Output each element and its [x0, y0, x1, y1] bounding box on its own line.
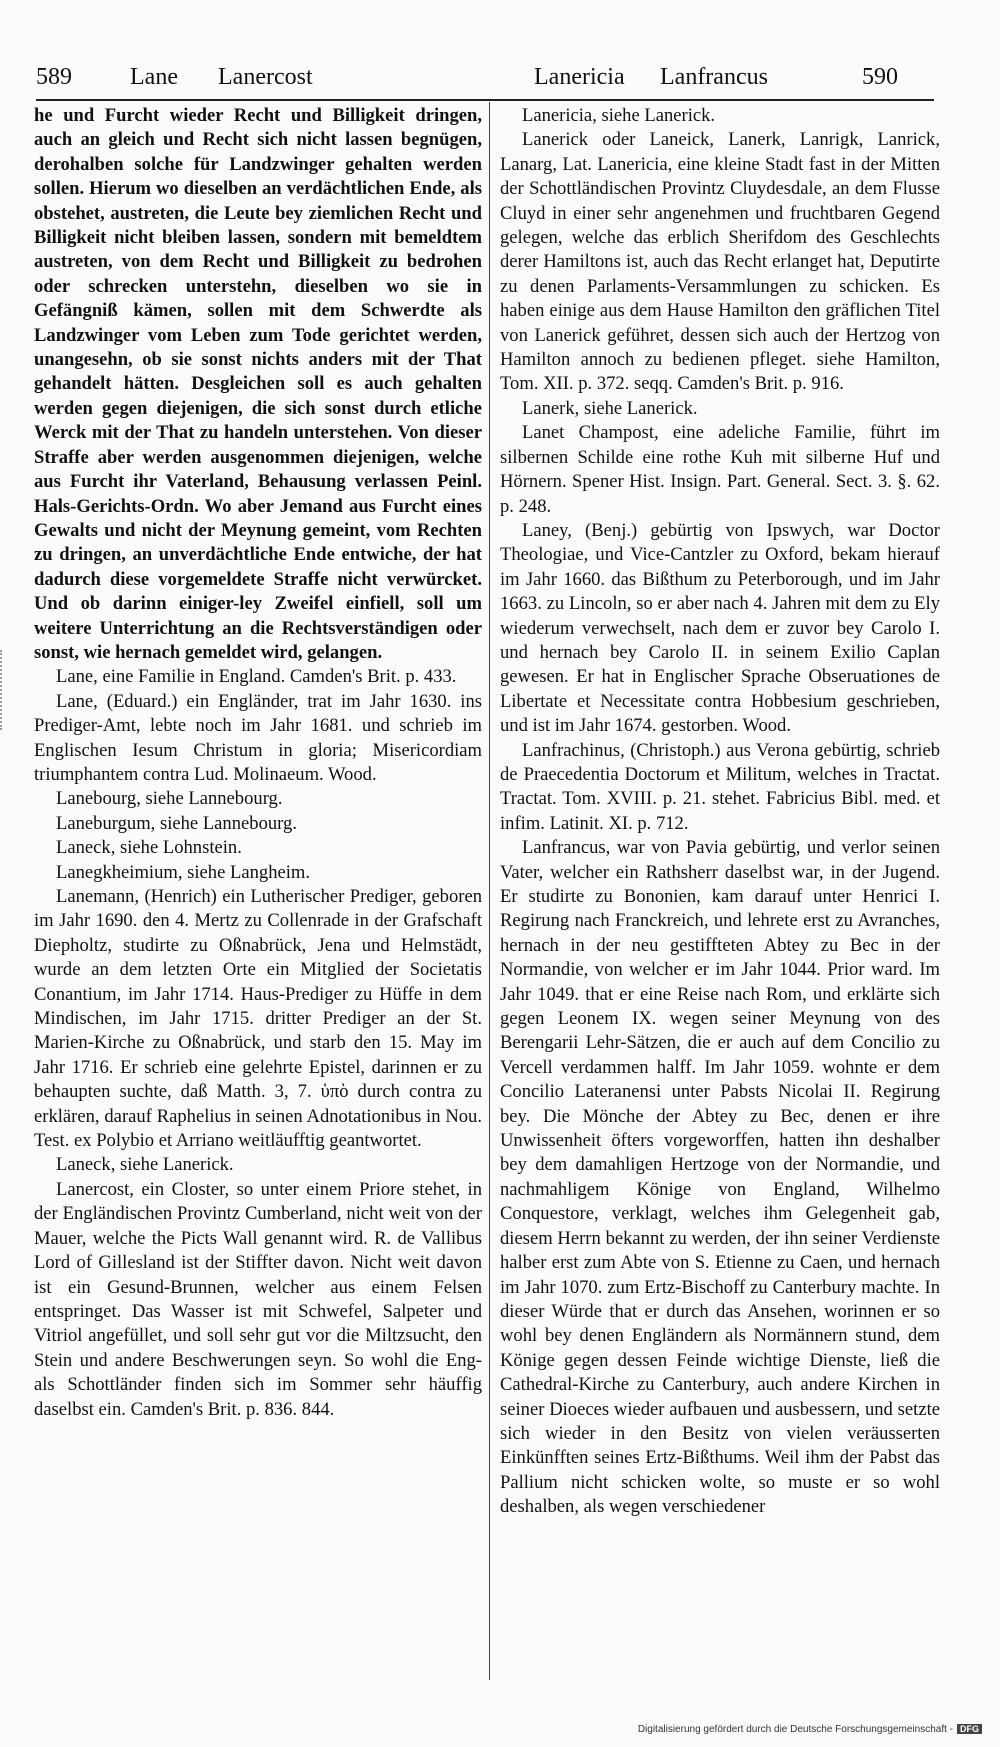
entry-lanfrancus: Lanfrancus, war von Pavia gebürtig, und verlor seinen Vater, welcher ein Rathsherr daselbst war, in der Jugend. Er studirte zu Bononien, kam darauf unter Henrici I. Regirung nach Franckreich, und lehrete erst zu Avranches, hernach in der neu gestiffteten Abtey zu Bec in der Normandie, von welcher er im Jahr 1044. Prior ward. Im Jahr 1049. that er eine Reise nach Rom, und erklärte sich gegen Leonem IX. wegen seiner Meynung von des Berengarii Lehr-Sätzen, die er auch auf dem Concilio zu Vercell verdammen halff. Im Jahr 1059. wohnte er dem Concilio Lateranensi unter Pabsts Nicolai II. Regirung bey. Die Mönche der Abtey zu Bec, denen er ihre Unwissenheit öfters vorgeworffen, hatten ihn deshalber bey dem damahligen Hertzoge von der Normandie, und nachmahligem Könige von England, Wilhelmo Conquestore, verklagt, welches ihm Gelegenheit gab, diesem Herrn bekannt zu werden, der ihn seiner Verdienste halber erst zum Abte von S. Etienne zu Caen, und hernach im Jahr 1070. zum Ertz-Bischoff zu Canterbury machte. In dieser Würde that er durch das Ansehen, worinnen er so wohl bey denen Engländern als Normännern stund, dem Könige gegen dessen Feinde wichtige Dienste, ließ die Cathedral-Kirche zu Canterbury, auch andere Kirchen in seiner Dioeces wieder aufbauen und ausbessern, und setzte sich wieder in den Besitz von vielen veräusserten Einkünfften seines Ertz-Bißthums. Weil ihm der Pabst das Pallium nicht schicken wolte, so muste er so wohl deshalben, als wegen verschiedener	[500, 837, 940, 1518]
entry-lanegkheimium: Lanegkheimium, siehe Langheim.	[56, 861, 311, 883]
page-header	[36, 64, 936, 94]
left-page-number: 589	[36, 64, 72, 90]
entry-lanebourg: Lanebourg, siehe Lannebourg.	[56, 788, 283, 810]
entry-lanfrachinus: Lanfrachinus, (Christoph.) aus Verona gebürtig, schrieb de Praecedentia Doctorum et Militum, welches in Tractat. Tractat. Tom. XVIII. p. 21. stehet. Fabricius Bibl. med. et infim. Latinit. XI. p. 712.	[500, 739, 940, 834]
entry-laney: Laney, (Benj.) gebürtig von Ipswych, war Doctor Theologiae, und Vice-Cantzler zu Oxford, bekam hierauf im Jahr 1660. das Bißthum zu Peterborough, und im Jahr 1663. zu Lincoln, so er aber nach 4. Jahren mit dem zu Ely wiederum verwechselt, nach dem er zuvor bey Carolo I. und hernach bey Carolo II. in seinem Exilio Caplan gewesen. Er hat in Englischer Sprache Obseruationes de Libertate et Necessitate contra Hobbesium geschrieben, und ist im Jahr 1674. gestorben. Wood.	[500, 519, 940, 737]
left-column	[34, 104, 482, 1422]
left-keyword-1: Lane	[130, 64, 178, 90]
right-keyword-2: Lanfrancus	[660, 64, 768, 90]
entry-lanemann: Lanemann, (Henrich) ein Lutherischer Prediger, geboren im Jahr 1690. den 4. Mertz zu Collenrade in der Grafschaft Diepholtz, studirte zu Oßnabrück, Jena und Helmstädt, wurde an dem letzten Orte ein Mitglied der Societatis Conantium, im Jahr 1714. Haus-Prediger zu Hüffe in dem Mindischen, im Jahr 1715. dritter Prediger an der St. Marien-Kirche zu Oßnabrück, und starb den 15. May im Jahr 1716. Er schrieb eine gelehrte Epistel, darinnen er zu behaupten suchte, daß Matth. 3, 7. ὑπὸ durch contra zu erklären, darauf Raphelius in seinen Adnotationibus in Nou. Test. ex Polybio et Arriano weitläufftig geantwortet.	[34, 886, 482, 1152]
header-rule	[36, 99, 934, 101]
entry-lanericia: Lanericia, siehe Lanerick.	[522, 105, 716, 126]
entry-lane-eduard: Lane, (Eduard.) ein Engländer, trat im Jahr 1630. ins Prediger-Amt, lebte noch im Jahr 1681. und schrieb im Englischen Iesum Christum in gloria; Misericordiam triumphantem contra Lud. Molinaeum. Wood.	[34, 690, 482, 785]
right-keyword-1: Lanericia	[534, 64, 625, 90]
column-divider	[489, 102, 490, 1680]
entry-lane-familie: Lane, eine Familie in England. Camden's Brit. p. 433.	[56, 666, 457, 688]
scan-edge-marks	[0, 650, 10, 730]
entry-continuation: he und Furcht wieder Recht und Billigkeit dringen, auch an gleich und Recht sich nicht lassen begnügen, derohalben solche für Landzwinger gehalten werden sollen. Hierum wo dieselben an verdächtlichen Ende, als obstehet, austreten, die Leute bey ziemlichen Recht und Billigkeit nicht bleiben lassen, sondern mit bemeldtem austreten, von dem Recht und Billigkeit zu bedrohen oder schrecken unterstehn, dieselben wo sie in Gefängniß kämen, sollen mit dem Schwerdte als Landzwinger vom Leben zum Tode gerichtet werden, unangesehn, ob sie sonst nichts anders mit der That gehandelt hätten. Desgleichen soll es auch gehalten werden gegen diejenigen, die sich sonst durch etliche Werck mit der That zu handeln unterstehen. Von dieser Straffe aber werden ausgenommen diejenigen, welche aus Furcht ihr Vaterland, Behausung verlassen Peinl. Hals-Gerichts-Ordn. Wo aber Jemand aus Furcht eines Gewalts und nicht der Meynung gemeint, vom Rechten zu dringen, an unverdächtliche Ende entwiche, der hat dadurch diese vorgemeldete Straffe nicht verwürcket. Und ob darinn einiger-ley Zweifel einfiell, soll um weitere Unterrichtung an die Rechtsverständigen oder sonst, wie hernach gemeldet wird, gelangen.	[34, 105, 482, 663]
entry-laneburgum: Laneburgum, siehe Lannebourg.	[56, 812, 297, 834]
dfg-logo: DFG	[957, 1724, 982, 1734]
entry-lanercost: Lanercost, ein Closter, so unter einem Priore stehet, in der Engländischen Provintz Cumberland, nicht weit von der Mauer, welche the Picts Wall genannt wird. R. de Vallibus Lord of Gillesland ist der Stiffter davon. Nicht weit davon ist ein Gesund-Brunnen, welcher aus einem Felsen entspringet. Das Wasser ist mit Schwefel, Salpeter und Vitriol angefüllet, und soll sehr gut vor die Miltzsucht, den Stein und andere Beschwerungen seyn. So wohl die Eng- als Schottländer finden sich im Sommer sehr häuffig daselbst ein. Camden's Brit. p. 836. 844.	[34, 1178, 482, 1420]
entry-laneck-lanerick: Laneck, siehe Lanerick.	[56, 1154, 234, 1176]
entry-laneck-lohnstein: Laneck, siehe Lohnstein.	[56, 837, 242, 859]
left-keyword-2: Lanercost	[218, 64, 313, 90]
entry-lanerick: Lanerick oder Laneick, Lanerk, Lanrigk, Lanrick, Lanarg, Lat. Lanericia, eine kleine Stadt fast in der Mitten der Schottländischen Provintz Cluydesdale, an dem Flusse Cluyd in einer sehr angenehmen und fruchtbaren Gegend gelegen, welche das erblich Sherifdom des Geschlechts derer Hamiltons ist, auch das Recht erlanget hat, Deputirte zu denen Parlaments-Versammlungen zu schicken. Es haben einige aus dem Hause Hamilton den gräflichen Titel von Lanerick geführet, dessen sich auch der Hertzog von Hamilton annoch zu bedienen pfleget. siehe Hamilton, Tom. XII. p. 372. seqq. Camden's Brit. p. 916.	[500, 129, 940, 395]
right-column	[500, 104, 940, 1520]
entry-lanet-champost: Lanet Champost, eine adeliche Familie, führt im silbernen Schilde eine rothe Kuh mit silberne Huf und Hörnern. Spener Hist. Insign. Part. General. Sect. 3. §. 62. p. 248.	[500, 422, 940, 517]
right-page-number: 590	[862, 64, 898, 90]
entry-lanerk: Lanerk, siehe Lanerick.	[522, 397, 698, 419]
digitization-footer	[638, 1724, 982, 1735]
footer-text: Digitalisierung gefördert durch die Deutsche Forschungsgemeinschaft -	[637, 1724, 953, 1735]
